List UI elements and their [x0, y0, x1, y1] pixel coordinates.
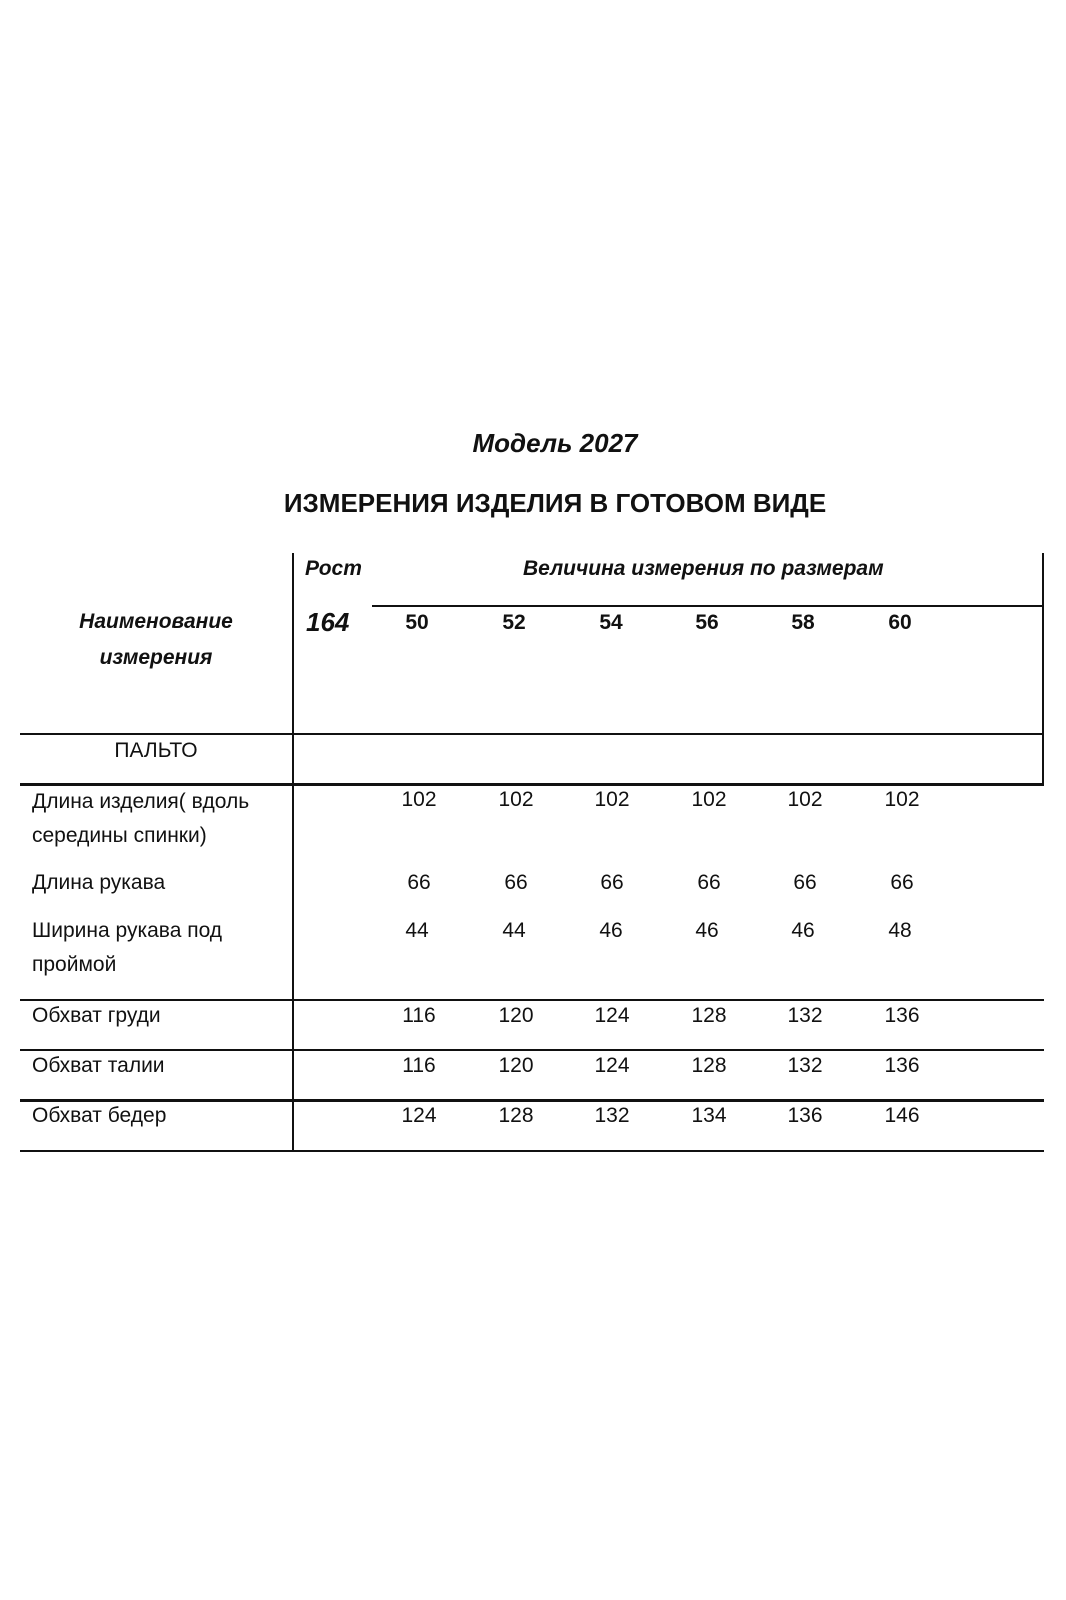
row-value: 48: [888, 919, 912, 942]
size-52: 52: [502, 611, 526, 634]
row-value: 124: [594, 1054, 630, 1077]
row-value: 44: [405, 919, 429, 942]
row-value: 124: [401, 1104, 437, 1127]
row-value: 66: [600, 871, 624, 894]
row-value: 132: [787, 1054, 823, 1077]
row-value: 102: [594, 788, 630, 811]
row-value: 66: [793, 871, 817, 894]
row-value: 136: [884, 1054, 920, 1077]
row-value: 120: [498, 1054, 534, 1077]
row-label: Длина рукава: [32, 871, 166, 894]
row-value: 66: [407, 871, 431, 894]
row-label: Обхват груди: [32, 1004, 161, 1027]
size-56: 56: [695, 611, 719, 634]
row-value: 66: [697, 871, 721, 894]
name-column-header: [20, 604, 292, 676]
row-value: 66: [504, 871, 528, 894]
row-value: 46: [791, 919, 815, 942]
row-value: 120: [498, 1004, 534, 1027]
row-label: Обхват талии: [32, 1054, 165, 1077]
divider-sizes-header: [372, 605, 1044, 607]
row-value: 46: [599, 919, 623, 942]
row-value: 128: [691, 1054, 727, 1077]
row-value: 132: [594, 1104, 630, 1127]
section-label: ПАЛЬТО: [114, 739, 198, 762]
row-value: 116: [402, 1004, 436, 1027]
row-value: 132: [787, 1004, 823, 1027]
row-label: Обхват бедер: [32, 1104, 167, 1127]
model-title: Модель 2027: [472, 428, 638, 458]
name-header-line-1: Наименование: [79, 610, 233, 633]
sizes-header: Величина измерения по размерам: [523, 557, 884, 580]
row-value: 102: [691, 788, 727, 811]
row-value: 128: [691, 1004, 727, 1027]
row-label: Ширина рукава под проймой: [32, 919, 223, 976]
divider-right-edge: [1042, 553, 1044, 785]
row-label: Длина изделия( вдоль середины спинки): [32, 790, 250, 847]
rost-value: 164: [306, 607, 350, 637]
divider-table-bottom: [20, 1150, 1044, 1152]
size-58: 58: [791, 611, 815, 634]
size-54: 54: [599, 611, 623, 634]
row-value: 46: [695, 919, 719, 942]
row-value: 102: [884, 788, 920, 811]
row-value: 134: [691, 1104, 727, 1127]
rost-label: Рост: [305, 557, 362, 580]
size-60: 60: [888, 611, 912, 634]
row-value: 102: [401, 788, 437, 811]
row-value: 136: [884, 1004, 920, 1027]
document-title: ИЗМЕРЕНИЯ ИЗДЕЛИЯ В ГОТОВОМ ВИДЕ: [283, 488, 827, 518]
size-50: 50: [405, 611, 429, 634]
row-value: 146: [884, 1104, 920, 1127]
row-value: 124: [594, 1004, 630, 1027]
row-value: 116: [402, 1054, 436, 1077]
row-value: 44: [502, 919, 526, 942]
divider-name-column: [292, 553, 294, 1152]
row-value: 102: [787, 788, 823, 811]
row-value: 136: [787, 1104, 823, 1127]
row-value: 102: [498, 788, 534, 811]
name-header-line-2: измерения: [99, 646, 213, 669]
divider-header-bottom: [20, 733, 1044, 735]
row-value: 66: [890, 871, 914, 894]
row-value: 128: [498, 1104, 534, 1127]
